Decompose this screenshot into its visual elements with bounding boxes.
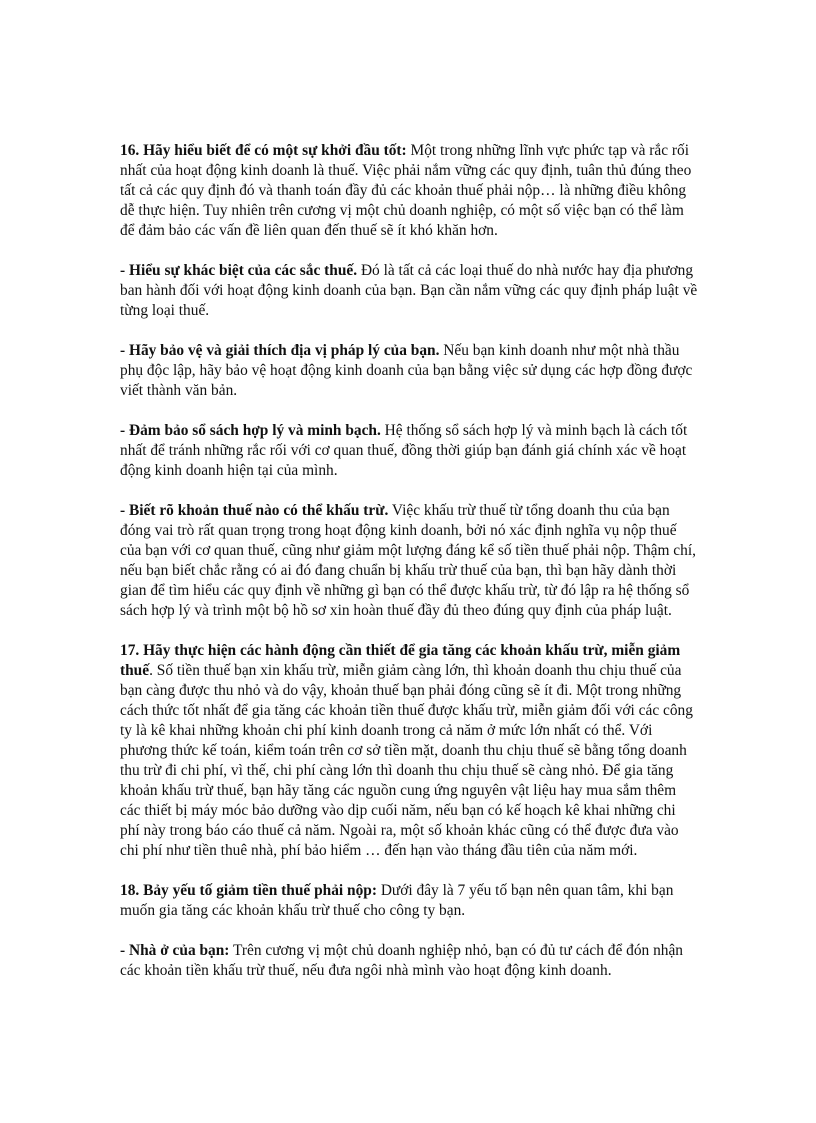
paragraph-17	[120, 641, 698, 861]
paragraph-heading: 17. Hãy thực hiện các hành động cần thiết để gia tăng các khoản khấu trừ, miễn giảm thuế	[120, 642, 681, 679]
paragraph-text: . Số tiền thuế bạn xin khấu trừ, miễn giảm càng lớn, thì khoản doanh thu chịu thuế của bạn càng được thu nhỏ và do vậy, khoản thuế bạn phải đóng cũng sẽ ít đi. Một trong những cách thức tốt nhất để gia tăng các khoản tiền thuế được khấu trừ, miễn giảm đối với các công ty là kê khai những khoản chi phí kinh doanh trong cả năm ở mức lớn nhất có thể. Với phương thức kế toán, kiểm toán trên cơ sở tiền mặt, doanh thu chịu thuế sẽ bằng tổng doanh thu trừ đi chi phí, vì thế, chi phí càng lớn thì doanh thu chịu thuế sẽ càng nhỏ. Để gia tăng khoản khấu trừ thuế, bạn hãy tăng các nguồn cung ứng nguyên vật liệu hay mua sắm thêm các thiết bị máy móc bảo dưỡng vào dịp cuối năm, nếu bạn có kế hoạch kê khai những chi phí này trong báo cáo thuế cả năm. Ngoài ra, một số khoản khác cũng có thể được đưa vào chi phí như tiền thuê nhà, phí bảo hiểm … đến hạn vào tháng đầu tiên của năm mới.	[120, 662, 693, 859]
paragraph-text: Nếu bạn kinh doanh như một nhà thầu phụ độc lập, hãy bảo vệ hoạt động kinh doanh của bạn bằng việc sử dụng các hợp đồng được viết thành văn bản.	[120, 342, 693, 399]
paragraph-heading: 18. Bảy yếu tố giảm tiền thuế phải nộp:	[120, 882, 377, 899]
paragraph-heading: - Đảm bảo sổ sách hợp lý và minh bạch.	[120, 422, 381, 439]
paragraph-16	[120, 141, 698, 241]
paragraph-home	[120, 941, 698, 981]
paragraph-bookkeeping	[120, 421, 698, 481]
paragraph-text: Đó là tất cả các loại thuế do nhà nước hay địa phương ban hành đối với hoạt động kinh doanh của bạn. Bạn cần nắm vững các quy định pháp luật về từng loại thuế.	[120, 262, 698, 319]
paragraph-text: Trên cương vị một chủ doanh nghiệp nhỏ, bạn có đủ tư cách để đón nhận các khoản tiền khấu trừ thuế, nếu đưa ngôi nhà mình vào hoạt động kinh doanh.	[120, 942, 683, 979]
paragraph-text: Việc khấu trừ thuế từ tổng doanh thu của bạn đóng vai trò rất quan trọng trong hoạt động kinh doanh, bởi nó xác định nghĩa vụ nộp thuế của bạn với cơ quan thuế, cũng như giảm một lượng đáng kể số tiền thuế phải nộp. Thậm chí, nếu bạn biết chắc rằng có ai đó đang chuẩn bị khấu trừ thuế của bạn, thì bạn hãy dành thời gian để tìm hiểu các quy định về những gì bạn có thể được khấu trừ, từ đó lập ra hệ thống sổ sách hợp lý và trình một bộ hồ sơ xin hoàn thuế đầy đủ theo đúng quy định của pháp luật.	[120, 502, 696, 619]
paragraph-text: Một trong những lĩnh vực phức tạp và rắc rối nhất của hoạt động kinh doanh là thuế. Việc phải nắm vững các quy định, tuân thủ đúng theo tất cả các quy định đó và thanh toán đầy đủ các khoản thuế phải nộp… là những điều không dễ thực hiện. Tuy nhiên trên cương vị một chủ doanh nghiệp, có một số việc bạn có thể làm để đảm bảo các vấn đề liên quan đến thuế sẽ ít khó khăn hơn.	[120, 142, 692, 239]
document-page	[120, 141, 698, 1001]
paragraph-heading: 16. Hãy hiểu biết để có một sự khởi đầu tốt:	[120, 142, 407, 159]
paragraph-text: Dưới đây là 7 yếu tố bạn nên quan tâm, khi bạn muốn gia tăng các khoản khấu trừ thuế cho công ty bạn.	[120, 882, 674, 919]
paragraph-legal-status	[120, 341, 698, 401]
paragraph-tax-types	[120, 261, 698, 321]
paragraph-heading: - Nhà ở của bạn:	[120, 942, 230, 959]
paragraph-18	[120, 881, 698, 921]
paragraph-deductible-taxes	[120, 501, 698, 621]
paragraph-text: Hệ thống sổ sách hợp lý và minh bạch là cách tốt nhất để tránh những rắc rối với cơ quan thuế, đồng thời giúp bạn đánh giá chính xác về hoạt động kinh doanh hiện tại của mình.	[120, 422, 688, 479]
paragraph-heading: - Hiểu sự khác biệt của các sắc thuế.	[120, 262, 358, 279]
paragraph-heading: - Biết rõ khoản thuế nào có thể khấu trừ.	[120, 502, 389, 519]
paragraph-heading: - Hãy bảo vệ và giải thích địa vị pháp lý của bạn.	[120, 342, 440, 359]
